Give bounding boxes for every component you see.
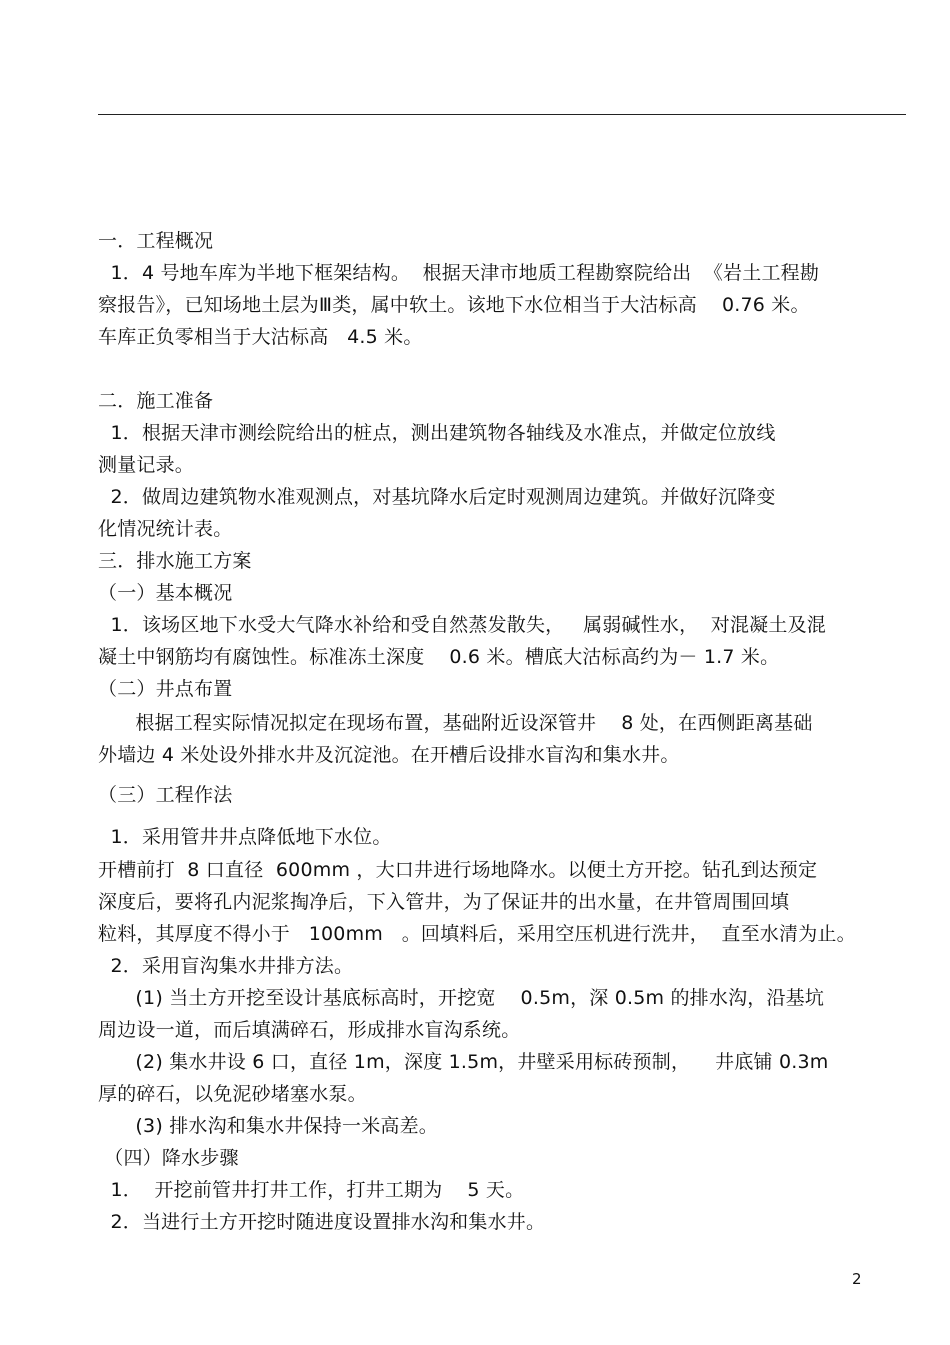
page-number: 2: [852, 1270, 862, 1288]
paragraph-line: 1．采用管井井点降低地下水位。: [98, 826, 392, 848]
paragraph-line: 开槽前打 8 口直径 600mm ，大口井进行场地降水。以便土方开挖。钻孔到达预定: [98, 859, 818, 881]
paragraph-line: (2) 集水井设 6 口，直径 1m，深度 1.5m，井壁采用标砖预制， 井底铺 0.3m: [98, 1051, 829, 1073]
paragraph-line: 深度后，要将孔内泥浆掏净后，下入管井，为了保证井的出水量，在井管周围回填: [98, 891, 790, 913]
paragraph-line: 察报告》，已知场地土层为Ⅲ类，属中软土。该地下水位相当于大沽标高 0.76 米。: [98, 294, 810, 316]
section-heading-preparation: 二．施工准备: [98, 390, 214, 412]
subsection-heading: （一）基本概况: [98, 582, 233, 604]
section-heading-drainage-plan: 三．排水施工方案: [98, 550, 252, 572]
paragraph-line: 2．采用盲沟集水井排方法。: [98, 955, 354, 977]
paragraph-line: 外墙边 4 米处设外排水井及沉淀池。在开槽后设排水盲沟和集水井。: [98, 744, 680, 766]
paragraph-line: 化情况统计表。: [98, 518, 233, 540]
paragraph-line: 1．该场区地下水受大气降水补给和受自然蒸发散失， 属弱碱性水， 对混凝土及混: [98, 614, 826, 636]
header-rule: [98, 114, 906, 115]
paragraph-line: 2．做周边建筑物水准观测点，对基坑降水后定时观测周边建筑。并做好沉降变: [98, 486, 776, 508]
paragraph-line: 凝土中钢筋均有腐蚀性。标准冻土深度 0.6 米。槽底大沽标高约为－ 1.7 米。: [98, 646, 780, 668]
paragraph-line: 1． 开挖前管井打井工作，打井工期为 5 天。: [98, 1179, 525, 1201]
paragraph-line: 1．根据天津市测绘院给出的桩点，测出建筑物各轴线及水准点，并做定位放线: [98, 422, 776, 444]
paragraph-line: (3) 排水沟和集水井保持一米高差。: [98, 1115, 438, 1137]
subsection-heading: （二）井点布置: [98, 678, 233, 700]
paragraph-line: 测量记录。: [98, 454, 195, 476]
section-heading-overview: 一．工程概况: [98, 230, 214, 252]
paragraph-line: 1．4 号地车库为半地下框架结构。 根据天津市地质工程勘察院给出 《岩土工程勘: [98, 262, 820, 284]
subsection-heading: （三）工程作法: [98, 784, 233, 806]
paragraph-line: 根据工程实际情况拟定在现场布置，基础附近设深管井 8 处，在西侧距离基础: [98, 712, 813, 734]
subsection-heading: （四）降水步骤: [98, 1147, 239, 1169]
paragraph-line: 粒料，其厚度不得小于 100mm 。回填料后，采用空压机进行洗井， 直至水清为止。: [98, 923, 856, 945]
paragraph-line: 周边设一道，而后填满碎石，形成排水盲沟系统。: [98, 1019, 521, 1041]
paragraph-line: 车库正负零相当于大沽标高 4.5 米。: [98, 326, 423, 348]
paragraph-line: 2．当进行土方开挖时随进度设置排水沟和集水井。: [98, 1211, 546, 1233]
paragraph-line: 厚的碎石，以免泥砂堵塞水泵。: [98, 1083, 367, 1105]
paragraph-line: (1) 当土方开挖至设计基底标高时，开挖宽 0.5m，深 0.5m 的排水沟，沿基坑: [98, 987, 825, 1009]
